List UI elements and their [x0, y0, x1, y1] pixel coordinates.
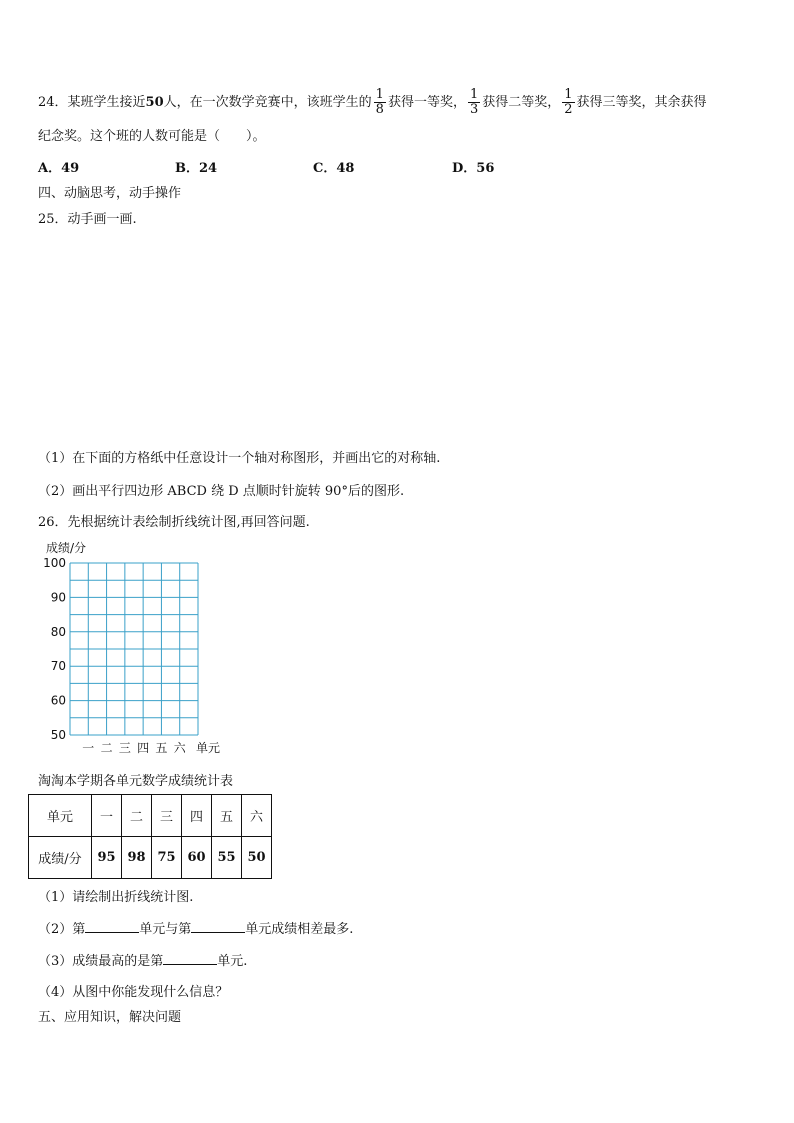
fraction-denominator: 8 [375, 102, 384, 117]
table-cell: 六 [242, 795, 272, 837]
xtick-label: 六 [173, 741, 186, 755]
xtick-label: 二 [100, 741, 113, 755]
xtick-label: 一 [82, 741, 95, 755]
fraction-numerator: 1 [469, 87, 479, 102]
answer-blank[interactable] [191, 920, 245, 933]
table-header-score: 成绩/分 [29, 837, 92, 879]
q26-sub3 [38, 950, 247, 969]
table-cell: 75 [152, 837, 182, 879]
q26-sub4: （4）从图中你能发现什么信息？ [38, 985, 229, 1000]
ytick-label: 90 [50, 590, 66, 605]
q26-sub3-b: 单元. [217, 954, 248, 969]
section5-heading: 五、应用知识，解决问题 [38, 1010, 182, 1025]
ytick-label: 60 [50, 693, 66, 708]
q26-sub1: （1）请绘制出折线统计图. [38, 890, 194, 905]
fraction-1-2 [562, 88, 574, 117]
table-row [29, 837, 272, 879]
q25-sub1: （1）在下面的方格纸中任意设计一个轴对称图形，并画出它的对称轴. [38, 451, 441, 466]
table-cell: 55 [212, 837, 242, 879]
chart-xlabel: 单元 [196, 741, 221, 755]
q26-title: 26．先根据统计表绘制折线统计图,再回答问题. [38, 515, 310, 530]
table-cell: 五 [212, 795, 242, 837]
q24-line1 [38, 88, 707, 117]
table-row [29, 795, 272, 837]
chart-grid [70, 563, 198, 735]
table-cell: 95 [92, 837, 122, 879]
q26-table-title: 淘淘本学期各单元数学成绩统计表 [38, 774, 234, 789]
q24-option-c[interactable]: C．48 [313, 161, 355, 176]
blank-line-chart[interactable] [30, 535, 240, 760]
chart-xtick-labels [82, 741, 186, 755]
ytick-label: 100 [43, 556, 66, 570]
table-cell: 一 [92, 795, 122, 837]
table-cell: 60 [182, 837, 212, 879]
table-header-unit: 单元 [29, 795, 92, 837]
q24-award3: 获得三等奖，其余获得 [576, 95, 707, 110]
chart-ytick-labels [43, 556, 66, 742]
q24-award1: 获得一等奖， [387, 95, 466, 110]
section4-heading: 四、动脑思考，动手操作 [38, 186, 182, 201]
q24-award2: 获得二等奖， [482, 95, 561, 110]
xtick-label: 四 [137, 741, 150, 755]
fraction-1-3 [468, 88, 480, 117]
xtick-label: 五 [155, 741, 168, 755]
fraction-1-8 [374, 88, 386, 117]
q24-line2: 纪念奖。这个班的人数可能是（ ）。 [38, 129, 266, 144]
score-table [28, 794, 272, 879]
table-cell: 二 [122, 795, 152, 837]
q26-sub3-a: （3）成绩最高的是第 [38, 954, 164, 969]
fraction-denominator: 3 [469, 102, 479, 117]
q26-sub2 [38, 918, 353, 937]
table-cell: 50 [242, 837, 272, 879]
answer-blank[interactable] [85, 920, 139, 933]
chart-ylabel: 成绩/分 [46, 541, 87, 555]
ytick-label: 80 [50, 624, 66, 639]
ytick-label: 50 [50, 728, 66, 742]
table-cell: 98 [122, 837, 152, 879]
xtick-label: 三 [118, 741, 131, 755]
q24-prefix: 24．某班学生接近 [38, 95, 146, 110]
ytick-label: 70 [50, 659, 66, 674]
q24-option-a[interactable]: A．49 [38, 161, 80, 176]
q24-num50: 50 [145, 95, 164, 110]
fraction-denominator: 2 [564, 102, 573, 117]
fraction-numerator: 1 [375, 87, 384, 102]
table-cell: 三 [152, 795, 182, 837]
table-cell: 四 [182, 795, 212, 837]
q26-sub2-b: 单元与第 [139, 922, 192, 937]
fraction-numerator: 1 [564, 87, 573, 102]
q24-option-b[interactable]: B．24 [175, 161, 218, 176]
q24-mid1: 人，在一次数学竞赛中，该班学生的 [163, 95, 372, 110]
answer-blank[interactable] [163, 952, 217, 965]
q26-sub2-c: 单元成绩相差最多. [245, 922, 354, 937]
q25-sub2: （2）画出平行四边形 ABCD 绕 D 点顺时针旋转 90°后的图形. [38, 484, 405, 499]
q25-title: 25．动手画一画. [38, 212, 137, 227]
q24-option-d[interactable]: D．56 [452, 161, 495, 176]
q26-sub2-a: （2）第 [38, 922, 86, 937]
